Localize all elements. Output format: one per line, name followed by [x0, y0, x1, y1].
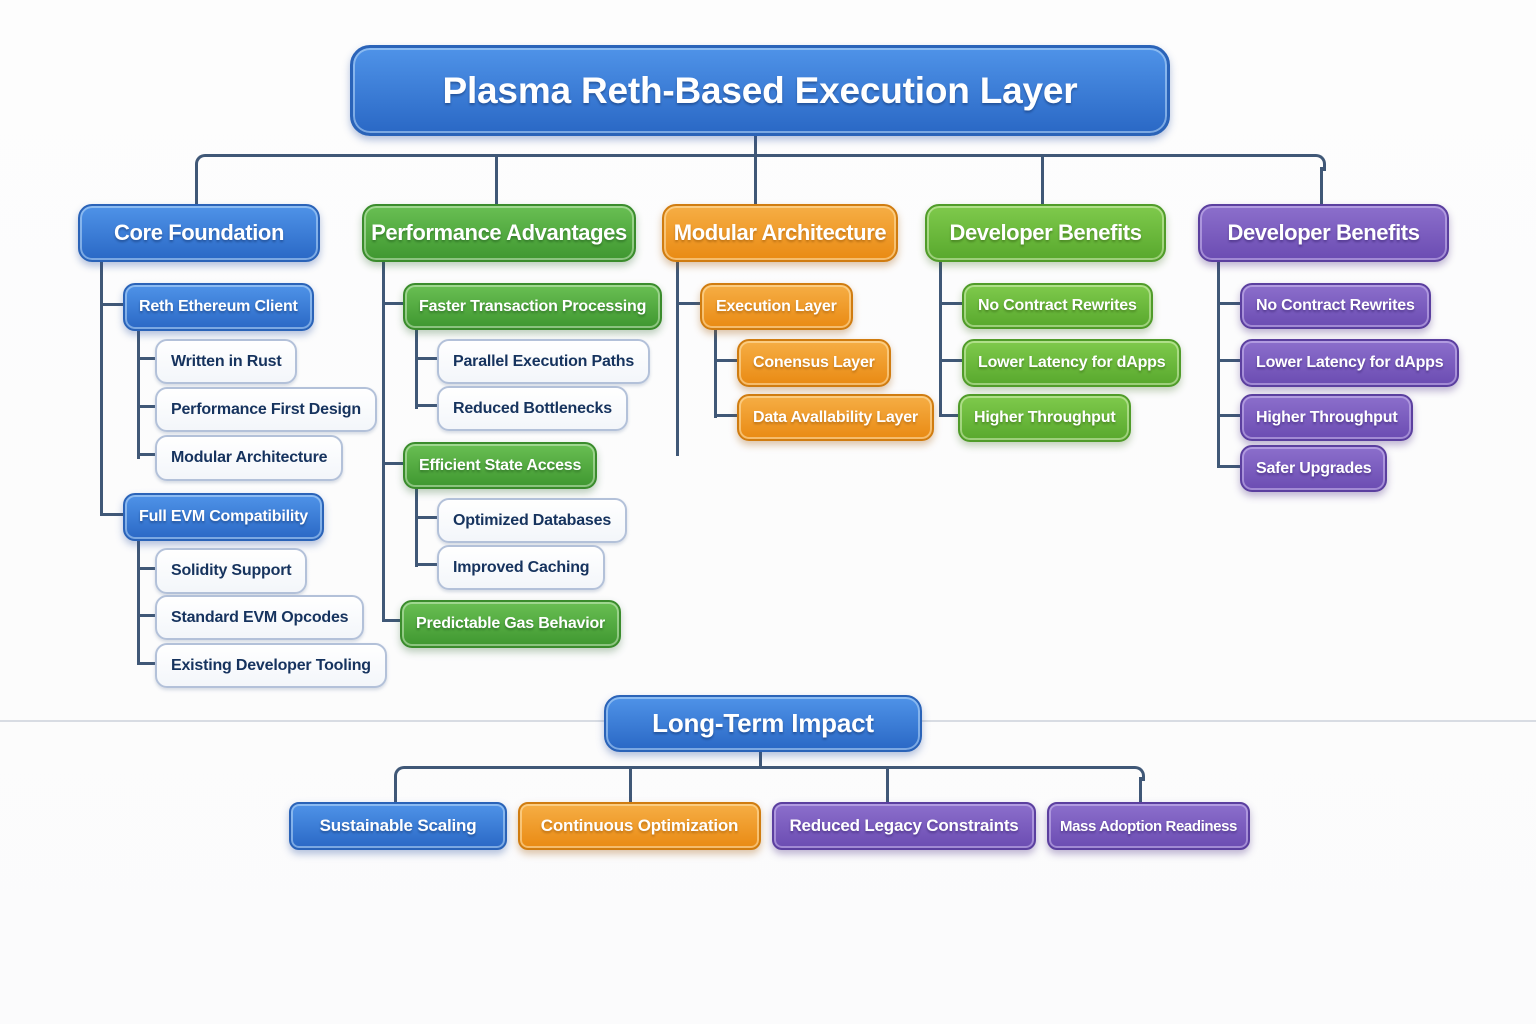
node-full-evm-compatibility: Full EVM Compatibility	[123, 493, 324, 541]
connector	[137, 453, 157, 456]
connector	[1041, 154, 1044, 204]
node-modular-architecture: Modular Architecture	[662, 204, 898, 262]
connector	[137, 662, 157, 665]
node-performance-first-design: Performance First Design	[155, 387, 377, 432]
connector	[495, 154, 498, 204]
node-core-foundation: Core Foundation	[78, 204, 320, 262]
connector	[1217, 359, 1242, 362]
node-lower-latency-dapps-purple: Lower Latency for dApps	[1240, 339, 1459, 387]
connector	[886, 766, 889, 803]
connector	[415, 404, 439, 407]
connector	[100, 513, 125, 516]
node-safer-upgrades: Safer Upgrades	[1240, 445, 1387, 492]
connector	[100, 258, 103, 516]
node-no-contract-rewrites-purple: No Contract Rewrites	[1240, 283, 1431, 329]
connector	[754, 154, 757, 205]
node-optimized-databases: Optimized Databases	[437, 498, 627, 543]
node-predictable-gas-behavior: Predictable Gas Behavior	[400, 600, 621, 648]
connector	[137, 357, 157, 360]
connector	[1217, 465, 1242, 468]
connector	[714, 414, 739, 417]
connector	[137, 567, 157, 570]
node-solidity-support: Solidity Support	[155, 548, 307, 594]
connector	[714, 359, 739, 362]
node-performance-advantages: Performance Advantages	[362, 204, 636, 262]
connector	[415, 357, 439, 360]
connector	[100, 303, 125, 306]
node-sustainable-scaling: Sustainable Scaling	[289, 802, 507, 850]
connector	[1217, 302, 1242, 305]
connector	[676, 302, 702, 305]
node-no-contract-rewrites-green: No Contract Rewrites	[962, 283, 1153, 329]
node-modular-architecture-leaf: Modular Architecture	[155, 435, 343, 481]
connector	[939, 302, 964, 305]
node-mass-adoption-readiness: Mass Adoption Readiness	[1047, 802, 1250, 850]
connector	[207, 154, 1310, 157]
connector	[939, 258, 942, 416]
connector	[405, 766, 1130, 769]
connector	[629, 766, 632, 803]
node-parallel-execution-paths: Parallel Execution Paths	[437, 339, 650, 384]
node-developer-benefits-purple: Developer Benefits	[1198, 204, 1449, 262]
node-reduced-legacy-constraints: Reduced Legacy Constraints	[772, 802, 1036, 850]
connector	[1217, 414, 1242, 417]
node-faster-transaction-processing: Faster Transaction Processing	[403, 283, 662, 330]
connector	[195, 167, 198, 204]
connector	[415, 485, 418, 567]
node-higher-throughput-purple: Higher Throughput	[1240, 394, 1413, 441]
connector	[415, 563, 439, 566]
node-conensus-layer: Conensus Layer	[737, 339, 891, 387]
node-long-term-impact: Long-Term Impact	[604, 695, 922, 752]
node-reduced-bottlenecks: Reduced Bottlenecks	[437, 386, 628, 431]
connector	[1307, 154, 1326, 171]
connector	[137, 405, 157, 408]
connector	[1128, 766, 1145, 781]
node-efficient-state-access: Efficient State Access	[403, 442, 597, 489]
connector	[415, 325, 418, 409]
connector	[1320, 167, 1323, 204]
connector	[382, 619, 402, 622]
node-execution-layer: Execution Layer	[700, 283, 853, 330]
node-developer-benefits-green: Developer Benefits	[925, 204, 1166, 262]
node-data-avallability-layer: Data Avallability Layer	[737, 394, 934, 441]
connector	[676, 258, 679, 456]
node-standard-evm-opcodes: Standard EVM Opcodes	[155, 595, 364, 640]
connector	[137, 327, 140, 459]
node-continuous-optimization: Continuous Optimization	[518, 802, 761, 850]
connector	[394, 777, 397, 803]
node-lower-latency-dapps-green: Lower Latency for dApps	[962, 339, 1181, 387]
node-higher-throughput-green: Higher Throughput	[958, 394, 1131, 442]
node-reth-ethereum-client: Reth Ethereum Client	[123, 283, 314, 331]
connector	[137, 537, 140, 665]
connector	[137, 614, 157, 617]
connector	[382, 258, 385, 621]
node-existing-developer-tooling: Existing Developer Tooling	[155, 643, 387, 688]
node-written-in-rust: Written in Rust	[155, 339, 297, 384]
connector	[415, 516, 439, 519]
connector	[714, 325, 717, 418]
connector	[382, 462, 405, 465]
connector	[382, 302, 405, 305]
connector	[1217, 258, 1220, 467]
node-root-title: Plasma Reth-Based Execution Layer	[350, 45, 1170, 136]
connector	[1139, 777, 1142, 803]
node-improved-caching: Improved Caching	[437, 545, 605, 590]
connector	[939, 359, 964, 362]
